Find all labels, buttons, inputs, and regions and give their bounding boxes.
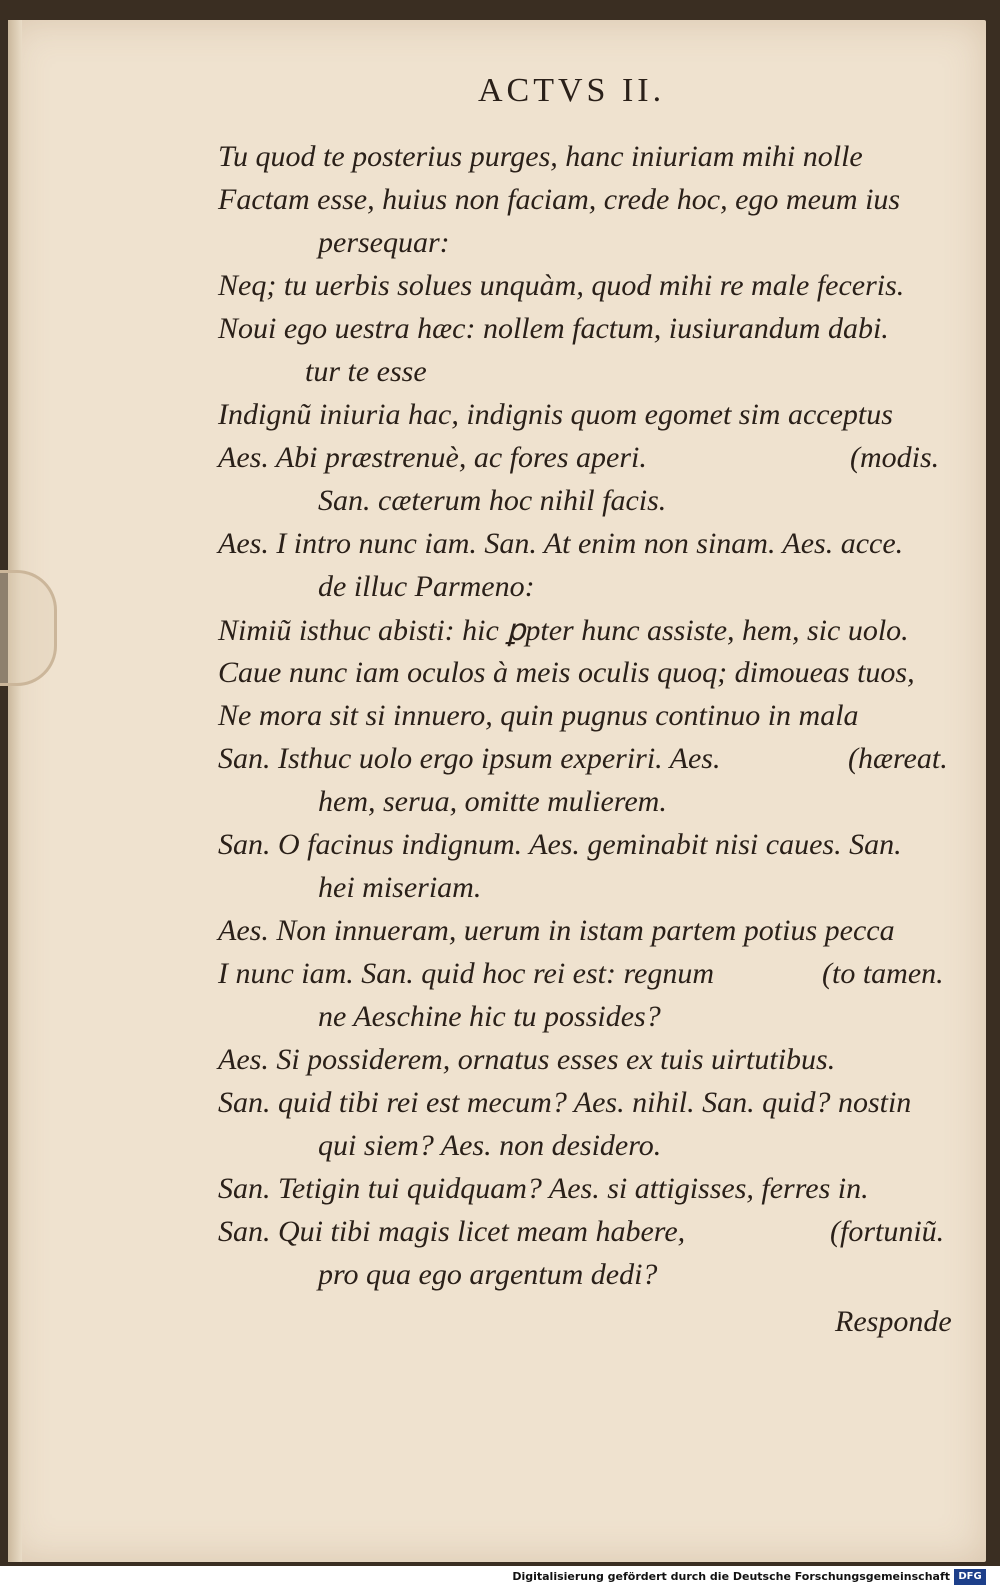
text-line: Noui ego uestra hæc: nollem factum, iusiurandum dabi. [218,312,889,345]
text-line: San. quid tibi rei est mecum? Aes. nihil. San. quid? nostin [218,1086,912,1119]
text-line: Aes. Abi præstrenuè, ac fores aperi. (modis. [218,441,940,474]
text-line: Indignũ iniuria hac, indignis quom egomet sim acceptus [218,398,893,431]
text-line: San. Qui tibi magis licet meam habere, (fortuniũ. [218,1215,945,1248]
catchword: Responde [835,1305,952,1338]
text-line: Caue nunc iam oculos à meis oculis quoq; dimoueas tuos, [218,656,915,689]
dfg-logo: DFG [954,1569,986,1585]
line-margin-right: (fortuniũ. [830,1215,945,1248]
text-line: de illuc Parmeno: [318,570,535,603]
text-line: San. Isthuc uolo ergo ipsum experiri. Aes. (hæreat. [218,742,948,775]
text-line: San. O facinus indignum. Aes. geminabit nisi caues. San. [218,828,902,861]
text-line: Factam esse, huius non faciam, crede hoc, ego meum ius [218,183,901,216]
line-margin-right: (to tamen. [822,957,944,990]
text-line: tur te esse [305,355,427,388]
text-line: Aes. Si possiderem, ornatus esses ex tuis uirtutibus. [218,1043,836,1076]
line-margin-right: (hæreat. [848,742,948,775]
text-line: Aes. Non innueram, uerum in istam partem potius pecca [218,914,895,947]
text-line: San. cæterum hoc nihil facis. [318,484,667,517]
page-fore-edge [8,20,22,1562]
text-line: Neq; tu uerbis solues unquàm, quod mihi re male feceris. [218,269,905,302]
text-line: Nimiũ isthuc abisti: hic ꝑpter hunc assiste, hem, sic uolo. [218,614,909,647]
text-line: Tu quod te posterius purges, hanc iniuriam mihi nolle [218,140,863,173]
text-line: I nunc iam. San. quid hoc rei est: regnum (to tamen. [218,957,944,990]
text-line: qui siem? Aes. non desidero. [318,1129,662,1162]
text-line: ne Aeschine hic tu possides? [318,1000,661,1033]
text-line: hei miseriam. [318,871,482,904]
text-line: hem, serua, omitte mulierem. [318,785,667,818]
digitization-credit: Digitalisierung gefördert durch die Deutsche Forschungsgemeinschaft [512,1570,950,1583]
text-line: San. Tetigin tui quidquam? Aes. si attigisses, ferres in. [218,1172,869,1205]
line-margin-right: (modis. [850,441,940,474]
running-head: ACTVS II. [478,72,666,109]
book-clasp [0,570,57,686]
text-line: Aes. I intro nunc iam. San. At enim non sinam. Aes. acce. [218,527,904,560]
text-line: Ne mora sit si innuero, quin pugnus continuo in mala [218,699,859,732]
footer-bar [0,1566,1000,1590]
text-line: pro qua ego argentum dedi? [318,1258,658,1291]
text-line: persequar: [318,226,450,259]
